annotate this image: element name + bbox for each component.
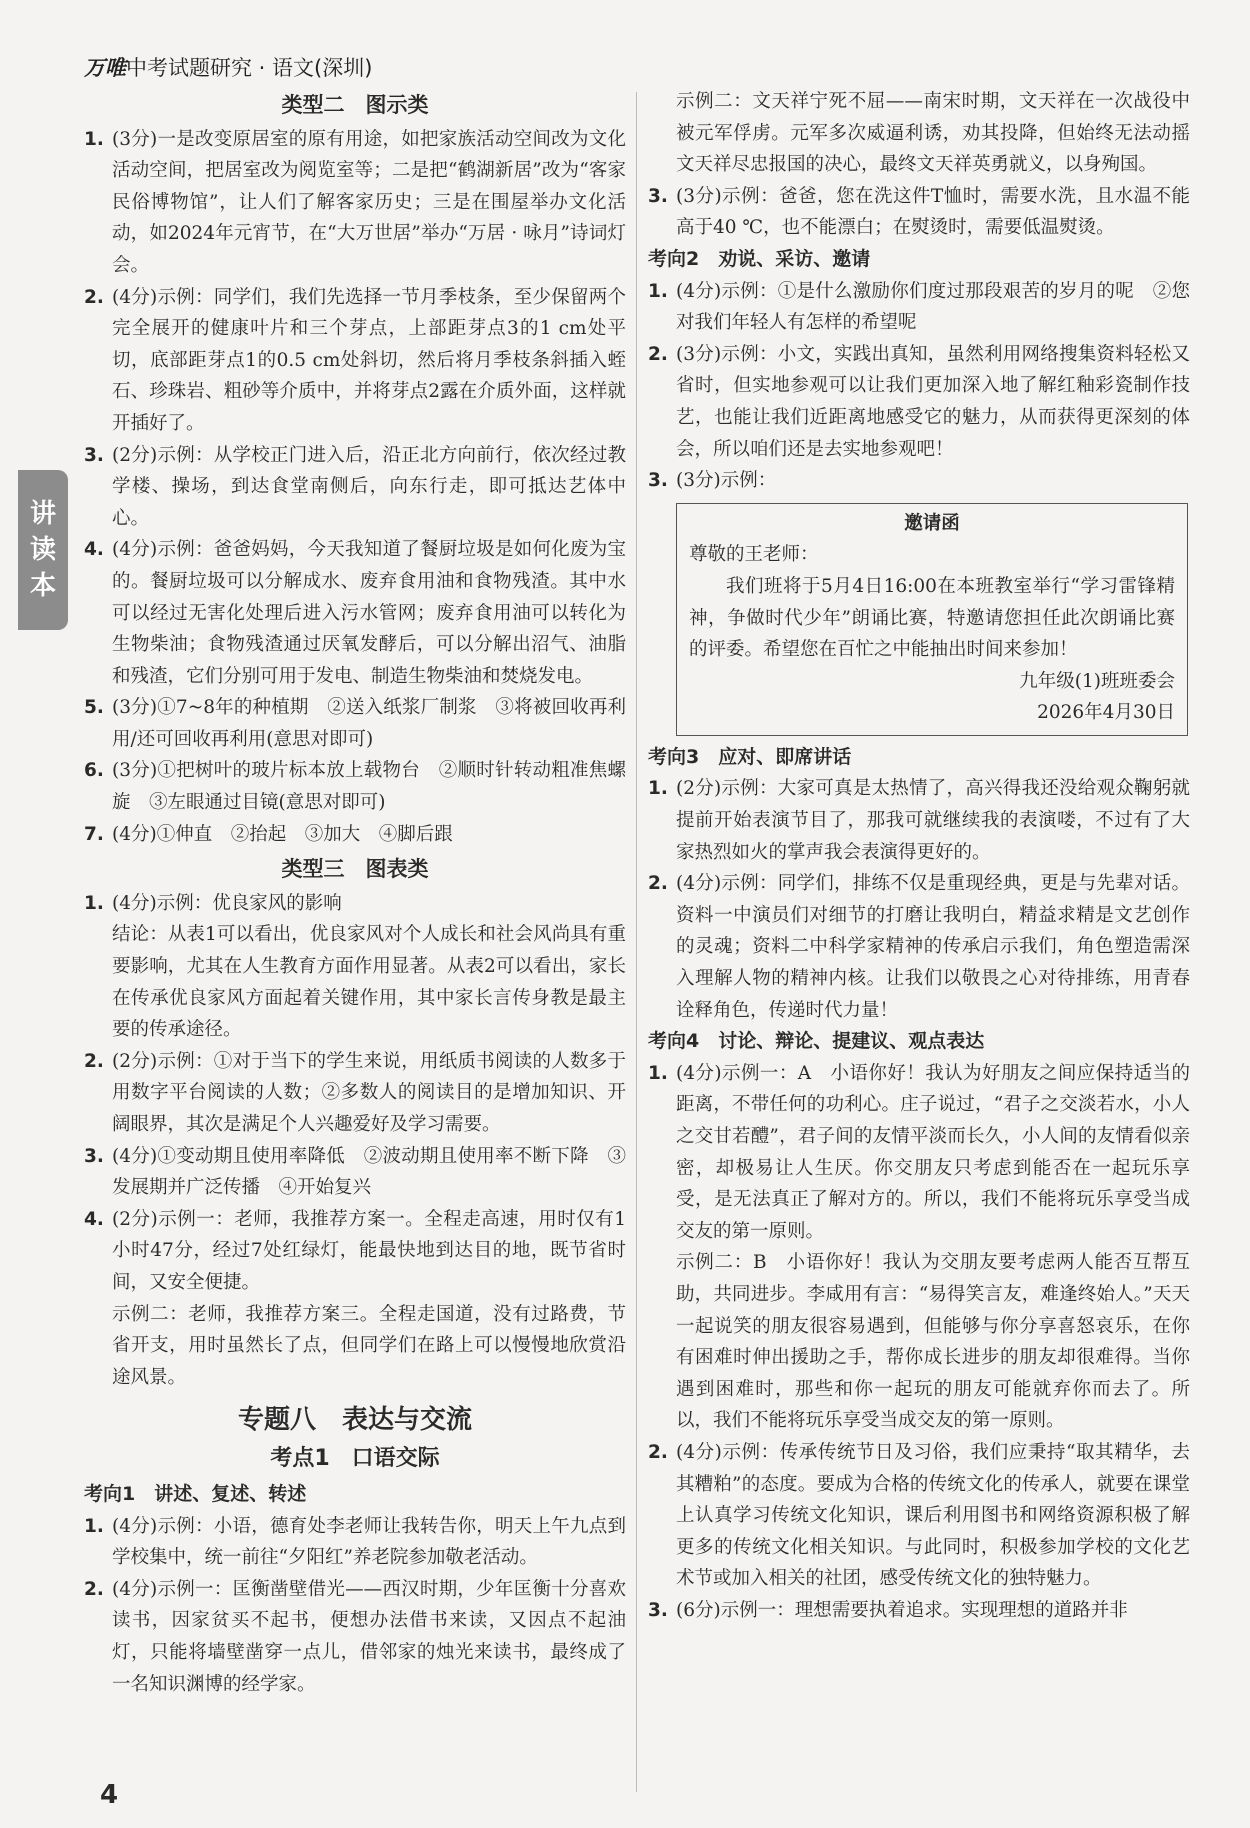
letter-signature: 九年级(1)班班委会 [1019,670,1175,692]
answer-item: 6. (3分)①把树叶的玻片标本放上载物台 ②顺时针转动粗准焦螺旋 ③左眼通过目镜(意思对即可) [84,760,626,814]
letter-body: 我们班将于5月4日16:00在本班教室举行“学习雷锋精神，争做时代少年”朗诵比赛，特邀请您担任此次朗诵比赛的评委。希望您在百忙之中能抽出时间来参加！ [689,575,1175,661]
side-tab-char: 讲 [29,499,56,529]
answer-item: 5. (3分)①7~8年的种植期 ②送入纸浆厂制浆 ③将被回收再利用/还可回收再利用(意思对即可) [84,697,626,750]
brand-logo: 万唯 [84,56,126,80]
direction-heading: 考向2 劝说、采访、邀请 [648,247,871,270]
section-heading: 类型二 图示类 [281,93,429,117]
answer-item: 2. (3分)示例：小文，实践出真知，虽然利用网络搜集资料轻松又省时，但实地参观可以让我们更加深入地了解红釉彩瓷制作技艺，也能让我们近距离地感受它的魅力，从而获得更深刻的体会，所以咱们还是去实地参观吧！ [648,343,1190,460]
section-heading: 类型三 图表类 [281,857,429,882]
answer-paragraph: 示例二：文天祥宁死不屈——南宋时期，文天祥在一次战役中被元军俘虏。元军多次威逼利诱，劝其投降，但始终无法动摇文天祥尽忠报国的决心，最终文天祥英勇就义，以身殉国。 [676,91,1190,176]
book-title: 中考试题研究 · 语文(深圳) [126,56,373,80]
direction-heading: 考向1 讲述、复述、转述 [84,1482,307,1505]
answer-item: 3. (2分)示例：从学校正门进入后，沿正北方向前行，依次经过教学楼、操场，到达食堂南侧后，向东行走，即可抵达艺体中心。 [84,444,626,529]
answer-paragraph: 示例二：老师，我推荐方案三。全程走国道，没有过路费，节省开支，用时虽然长了点，但同学们在路上可以慢慢地欣赏沿途风景。 [112,1303,626,1388]
running-header [84,52,372,82]
side-tab-char: 读 [29,535,56,565]
answer-paragraph: 示例二：B 小语你好！我认为交朋友要考虑两人能否互帮互助，共同进步。李咸用有言：“易得笑言友，难逢终始人。”天天一起说笑的朋友很容易遇到，但能够与你分享喜怒哀乐，在你有困难时伸出援助之手，帮你成长进步的朋友却很难得。当你遇到困难时，那些和你一起玩的朋友可能就弃你而去了。所以，我们不能将玩乐享受当成交友的第一原则。 [676,1252,1190,1432]
page-number: 4 [100,1780,119,1810]
letter-date: 2026年4月30日 [1037,702,1175,724]
answer-paragraph: 结论：从表1可以看出，优良家风对个人成长和社会风尚具有重要影响，尤其在人生教育方面作用显著。从表2可以看出，家长在传承优良家风方面起着关键作用，其中家长言传身教是最主要的传承途径。 [112,924,626,1041]
topic-heading: 专题八 表达与交流 [237,1405,472,1436]
answer-item: 2. (4分)示例：传承传统节日及习俗，我们应秉持“取其精华，去其糟粕”的态度。要成为合格的传统文化的传承人，就要在课堂上认真学习传统文化知识，课后利用图书和网络资源积极了解更多的传统文化相关知识。与此同时，积极参加学校的文化艺术节或加入相关的社团，感受传统文化的独特魅力。 [648,1441,1190,1590]
answer-item: 2. (4分)示例：同学们，我们先选择一节月季枝条，至少保留两个完全展开的健康叶片和三个芽点，上部距芽点3的1 cm处平切，底部距芽点1的0.5 cm处斜切，然后将月季枝条斜插入蛭石、珍珠岩、粗砂等介质中，并将芽点2露在介质外面，这样就开插好了。 [84,286,626,434]
answer-item: 1. (4分)示例：①是什么激励你们度过那段艰苦的岁月的呢 ②您对我们年轻人有怎样的希望呢 [648,280,1190,334]
column-divider [636,92,637,1792]
side-tab [18,470,68,630]
letter-salutation: 尊敬的王老师： [689,544,819,566]
answer-item: 3. (3分)示例： [648,470,777,492]
answer-item: 1. (4分)示例：优良家风的影响 [84,892,342,914]
answer-item: 4. (4分)示例：爸爸妈妈，今天我知道了餐厨垃圾是如何化废为宝的。餐厨垃圾可以分解成水、废弃食用油和食物残渣。其中水可以经过无害化处理后进入污水管网；废弃食用油可以转化为生物柴油；食物残渣通过厌氧发酵后，可以分解出沼气、油脂和残渣，它们分别可用于发电、制造生物柴油和焚烧发电。 [84,539,626,687]
answer-item: 3. (3分)示例：爸爸，您在洗这件T恤时，需要水洗，且水温不能高于40 ℃，也不能漂白；在熨烫时，需要低温熨烫。 [648,185,1190,239]
answer-item: 1. (2分)示例：大家可真是太热情了，高兴得我还没给观众鞠躬就提前开始表演节目了，那我可就继续我的表演喽，不过有了大家热烈如火的掌声我会表演得更好的。 [648,778,1190,863]
answer-item: 3. (6分)示例一：理想需要执着追求。实现理想的道路并非 [648,1599,1128,1621]
answer-item: 1. (4分)示例：小语，德育处李老师让我转告你，明天上午九点到学校集中，统一前往“夕阳红”养老院参加敬老活动。 [84,1515,626,1569]
direction-heading: 考向4 讨论、辩论、提建议、观点表达 [648,1030,985,1053]
invitation-letter-box [676,503,1188,736]
answer-item: 2. (2分)示例：①对于当下的学生来说，用纸质书阅读的人数多于用数字平台阅读的人数；②多数人的阅读目的是增加知识、开阔眼界，其次是满足个人兴趣爱好及学习需要。 [84,1050,626,1135]
letter-title: 邀请函 [904,512,960,534]
answer-item: 1. (3分)一是改变原居室的原有用途，如把家族活动空间改为文化活动空间，把居室改为阅览室等；二是把“鹤湖新居”改为“客家民俗博物馆”，让人们了解客家历史；三是在围屋举办文化活动，如2024年元宵节，在“大万世居”举办“万居 · 咏月”诗词灯会。 [84,128,626,276]
direction-heading: 考向3 应对、即席讲话 [648,745,852,768]
answer-item: 4. (2分)示例一：老师，我推荐方案一。全程走高速，用时仅有1小时47分，经过7处红绿灯，能最快地到达目的地，既节省时间，又安全便捷。 [84,1208,626,1293]
answer-item: 3. (4分)①变动期且使用率降低 ②波动期且使用率不断下降 ③发展期并广泛传播 ④开始复兴 [84,1145,626,1199]
answer-item: 2. (4分)示例：同学们，排练不仅是重现经典，更是与先辈对话。资料一中演员们对细节的打磨让我明白，精益求精是文艺创作的灵魂；资料二中科学家精神的传承启示我们，角色塑造需深入理解人物的精神内核。让我们以敬畏之心对待排练，用青春诠释角色，传递时代力量！ [648,873,1190,1021]
answer-item: 1. (4分)示例一：A 小语你好！我认为好朋友之间应保持适当的距离，不带任何的功利心。庄子说过，“君子之交淡若水，小人之交甘若醴”，君子间的友情平淡而长久，小人间的友情看似亲密，却极易让人生厌。你交朋友只考虑到能否在一起玩乐享受，是无法真正了解对方的。所以，我们不能将玩乐享受当成交友的第一原则。 [648,1062,1190,1242]
side-tab-char: 本 [29,571,56,601]
answer-item: 2. (4分)示例一：匡衡凿壁借光——西汉时期，少年匡衡十分喜欢读书，因家贫买不起书，便想办法借书来读，又因点不起油灯，只能将墙壁凿穿一点儿，借邻家的烛光来读书，最终成了一名知识渊博的经学家。 [84,1578,626,1695]
answer-item: 7. (4分)①伸直 ②抬起 ③加大 ④脚后跟 [84,823,453,845]
right-column [648,86,1190,1627]
left-column [84,86,626,1700]
point-heading: 考点1 口语交际 [270,1446,440,1472]
